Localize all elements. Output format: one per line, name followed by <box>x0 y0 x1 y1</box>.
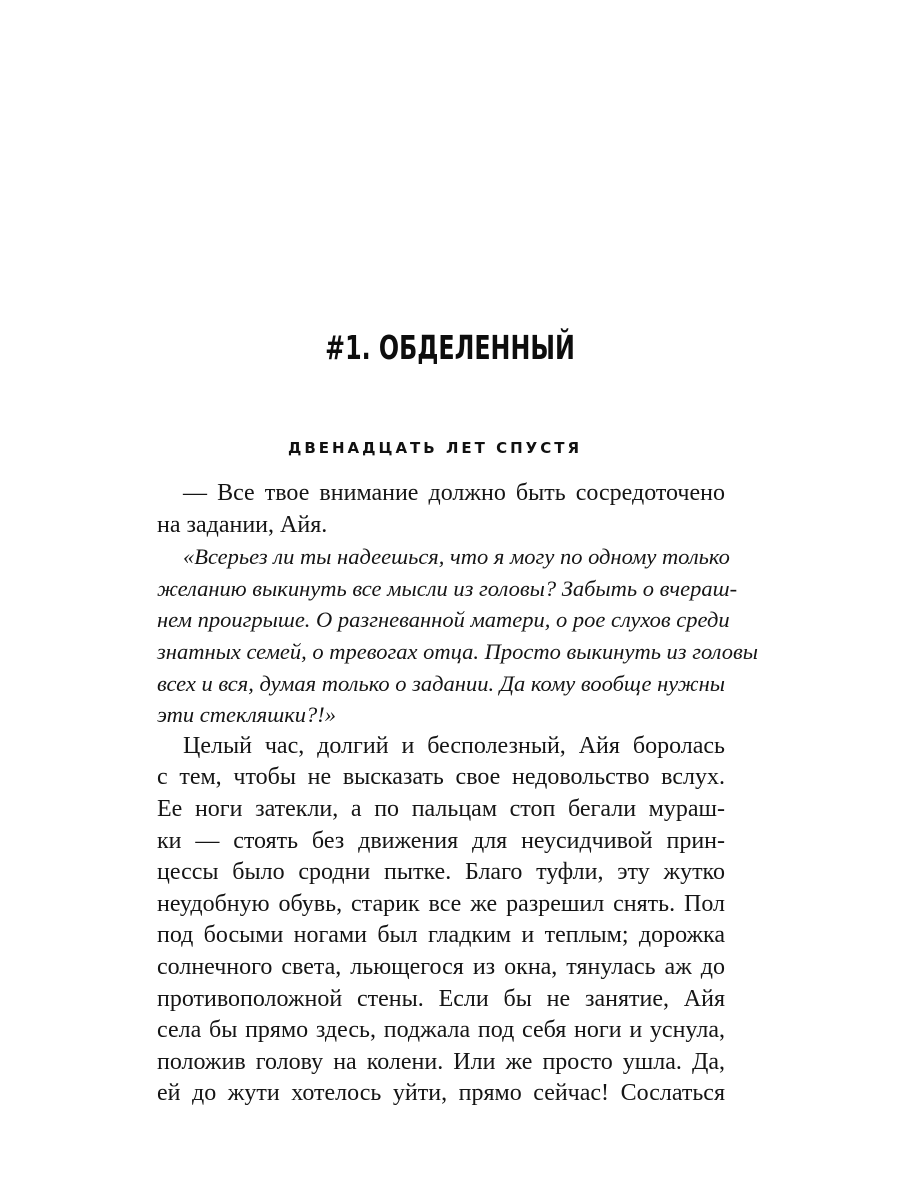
text-line: — Все твое внимание должно быть сосредоточено <box>183 480 725 506</box>
text-line: Ее ноги затекли, а по пальцам стоп бегали мураш- <box>157 795 725 822</box>
text-line: на задании, Айя. <box>157 511 328 538</box>
text-line: под босыми ногами был гладким и теплым; дорожка <box>157 922 725 949</box>
text-line: с тем, чтобы не высказать свое недовольство вслух. <box>157 764 725 791</box>
text-line: «Всерьез ли ты надеешься, что я могу по одному только <box>183 544 730 570</box>
text-line: нем проигрыше. О разгневанной матери, о рое слухов среди <box>157 607 730 633</box>
text-line: ки — стоять без движения для неусидчивой прин- <box>157 827 725 854</box>
chapter-subtitle: ДВЕНАДЦАТЬ ЛЕТ СПУСТЯ <box>287 439 583 457</box>
text-line: Целый час, долгий и бесполезный, Айя боролась <box>183 732 725 759</box>
text-line: неудобную обувь, старик все же разрешил снять. Пол <box>157 890 725 917</box>
paragraph-narration <box>157 731 725 1110</box>
text-line: всех и вся, думая только о задании. Да кому вообще нужны <box>157 670 725 696</box>
text-line: противоположной стены. Если бы не занятие, Айя <box>157 985 725 1012</box>
text-line: желанию выкинуть все мысли из головы? Забыть о вчераш- <box>157 575 738 601</box>
chapter-title: #1. ОБДЕЛЕННЫЙ <box>325 328 575 367</box>
text-line: цессы было сродни пытке. Благо туфли, эту жутко <box>157 859 725 886</box>
body-text <box>157 478 759 1110</box>
text-line: положив голову на колени. Или же просто ушла. Да, <box>157 1048 725 1075</box>
text-line: села бы прямо здесь, поджала под себя ноги и уснула, <box>157 1017 725 1044</box>
text-line: солнечного света, льющегося из окна, тянулась аж до <box>157 953 725 980</box>
text-line: ей до жути хотелось уйти, прямо сейчас! Сослаться <box>157 1080 725 1107</box>
paragraph-thought <box>157 541 759 731</box>
text-line: эти стекляшки?!» <box>157 702 336 728</box>
paragraph-dialogue <box>157 478 725 541</box>
text-line: знатных семей, о тревогах отца. Просто выкинуть из головы <box>157 638 759 664</box>
